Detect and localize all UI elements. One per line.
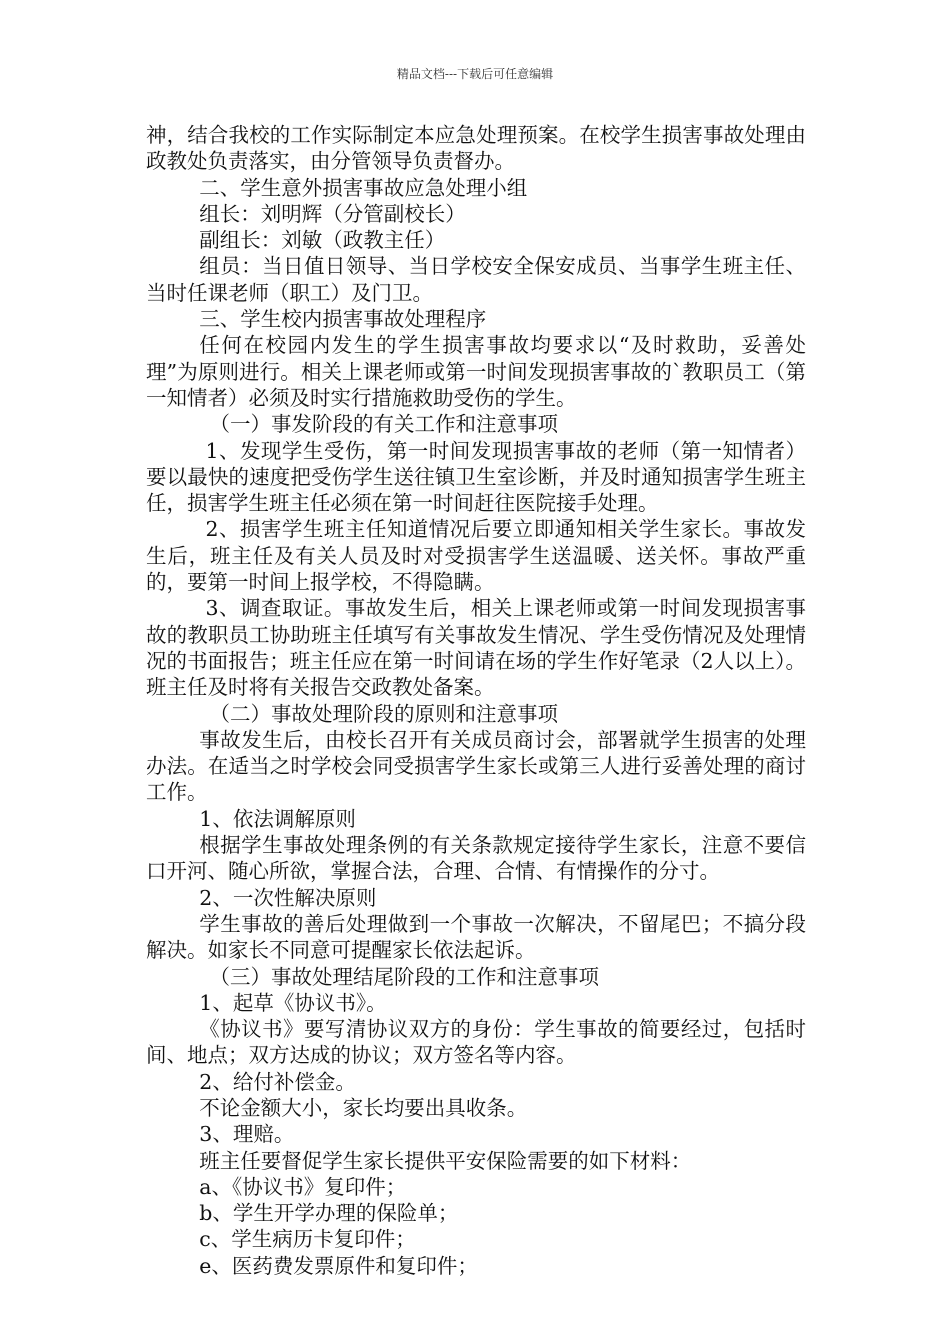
paragraph: 《协议书》要写清协议双方的身份：学生事故的简要经过，包括时间、地点；双方达成的协议；双方签名等内容。 <box>146 1017 806 1068</box>
section-heading: 三、学生校内损害事故处理程序 <box>199 307 487 332</box>
subsection-heading: （三）事故处理结尾阶段的工作和注意事项 <box>209 964 600 989</box>
list-item: 2、一次性解决原则 <box>199 885 377 910</box>
paragraph: 组员：当日值日领导、当日学校安全保安成员、当事学生班主任、当时任课老师（职工）及门卫。 <box>146 254 806 305</box>
list-item: 3、理赔。 <box>199 1122 295 1147</box>
paragraph: 不论金额大小，家长均要出具收条。 <box>199 1095 528 1120</box>
list-item: 1、起草《协议书》。 <box>199 990 387 1015</box>
paragraph: 根据学生事故处理条例的有关条款规定接待学生家长，注意不要信口开河、随心所欲，掌握合法，合理、合情、有情操作的分寸。 <box>146 833 806 884</box>
paragraph: 副组长：刘敏（政教主任） <box>199 228 446 253</box>
list-item: c、学生病历卡复印件； <box>199 1227 416 1252</box>
list-item: b、学生开学办理的保险单； <box>199 1201 459 1226</box>
paragraph: 事故发生后，由校长召开有关成员商讨会，部署就学生损害的处理办法。在适当之时学校会同受损害学生家长或第三人进行妥善处理的商讨工作。 <box>146 727 806 805</box>
section-heading: 二、学生意外损害事故应急处理小组 <box>199 175 528 200</box>
paragraph: 班主任要督促学生家长提供平安保险需要的如下材料： <box>199 1148 692 1173</box>
paragraph: 组长：刘明辉（分管副校长） <box>199 201 466 226</box>
list-item: 1、依法调解原则 <box>199 806 356 831</box>
list-item: 1、发现学生受伤，第一时间发现损害事故的老师（第一知情者）要以最快的速度把受伤学生送往镇卫生室诊断，并及时通知损害学生班主任，损害学生班主任必须在第一时间赶往医院接手处理。 <box>146 438 806 516</box>
list-item: e、医药费发票原件和复印件； <box>199 1253 478 1278</box>
paragraph: 学生事故的善后处理做到一个事故一次解决，不留尾巴；不搞分段解决。如家长不同意可提醒家长依法起诉。 <box>146 911 806 963</box>
subsection-heading: （二）事故处理阶段的原则和注意事项 <box>209 701 559 726</box>
document-body <box>146 122 806 1279</box>
list-item: a、《协议书》复印件； <box>199 1174 407 1199</box>
list-item: 3、调查取证。事故发生后，相关上课老师或第一时间发现损害事故的教职员工协助班主任填写有关事故发生情况、学生受伤情况及处理情况的书面报告；班主任应在第一时间请在场的学生作好笔录（2人以上）。班主任及时将有关报告交政教处备案。 <box>146 596 806 700</box>
list-item: 2、损害学生班主任知道情况后要立即通知相关学生家长。事故发生后，班主任及有关人员及时对受损害学生送温暖、送关怀。事故严重的，要第一时间上报学校，不得隐瞒。 <box>146 517 806 595</box>
page-header: 精品文档---下载后可任意编辑 <box>396 67 554 81</box>
list-item: 2、给付补偿金。 <box>199 1069 356 1094</box>
paragraph: 神，结合我校的工作实际制定本应急处理预案。在校学生损害事故处理由政教处负责落实，由分管领导负责督办。 <box>146 123 806 174</box>
subsection-heading: （一）事发阶段的有关工作和注意事项 <box>209 412 559 437</box>
paragraph: 任何在校园内发生的学生损害事故均要求以“及时救助，妥善处理”为原则进行。相关上课老师或第一时间发现损害事故的`教职员工（第一知情者）必须及时实行措施救助受伤的学生。 <box>146 333 806 410</box>
